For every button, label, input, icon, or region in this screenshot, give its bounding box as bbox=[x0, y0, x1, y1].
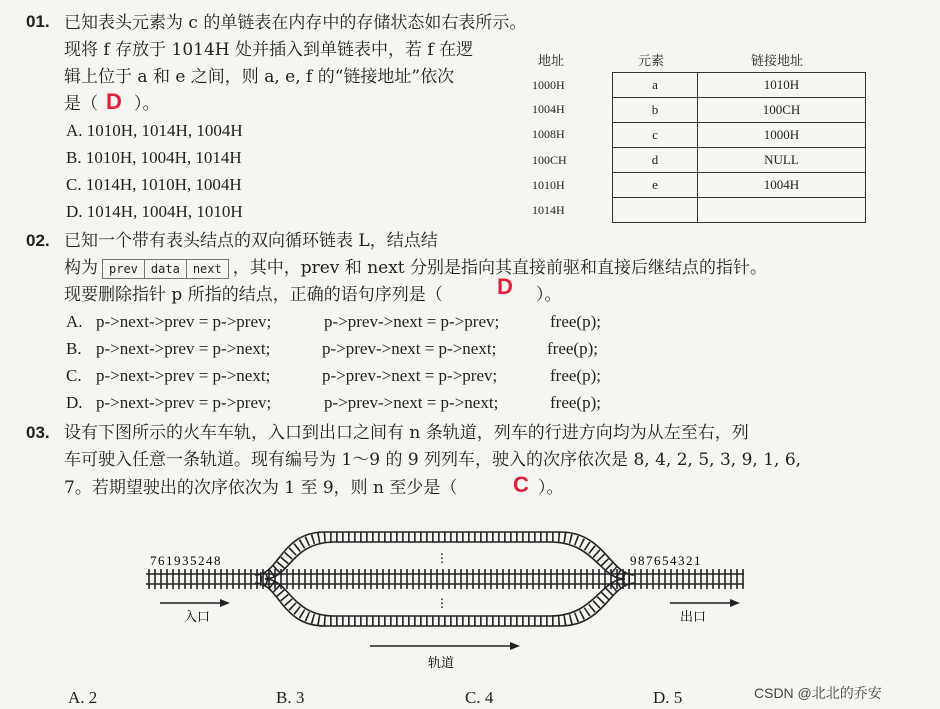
q2-option-b bbox=[66, 339, 598, 359]
q1-line-3: 辑上位于 a 和 e 之间，则 a, e, f 的“链接地址”依次 bbox=[64, 67, 455, 87]
track-label: 轨道 bbox=[428, 656, 455, 671]
table-header-element: 元素 bbox=[638, 53, 665, 68]
train-track-figure bbox=[140, 515, 750, 675]
dots-upper: ⋮ bbox=[436, 551, 448, 565]
q1-line-4: 是（ bbox=[64, 94, 98, 114]
option-stmt-3: free(p); bbox=[550, 393, 601, 412]
q2-number: 02. bbox=[26, 231, 50, 250]
table-link bbox=[698, 198, 866, 223]
exiting-sequence: 987654321 bbox=[630, 553, 702, 568]
table-element bbox=[613, 198, 698, 223]
q2-option-c bbox=[66, 366, 601, 386]
table-header-address: 地址 bbox=[538, 53, 565, 68]
table-link: 1004H bbox=[698, 173, 866, 198]
q3-line-3: 7。若期望驶出的次序依次为 1 至 9，则 n 至少是（ bbox=[64, 478, 458, 498]
table-header-link: 链接地址 bbox=[751, 53, 804, 68]
node-field-prev: prev bbox=[103, 260, 145, 278]
table-address-2: 1004H bbox=[532, 102, 565, 116]
dots-lower: ⋮ bbox=[436, 596, 448, 610]
option-stmt-1: p->next->prev = p->next; bbox=[96, 366, 271, 385]
option-stmt-1: p->next->prev = p->prev; bbox=[96, 393, 272, 412]
node-field-next: next bbox=[192, 261, 222, 276]
q2-option-d bbox=[66, 393, 601, 413]
track-arrowhead bbox=[510, 642, 520, 650]
table-link: 100CH bbox=[698, 98, 866, 123]
node-structure bbox=[102, 259, 229, 279]
table-address-6: 1014H bbox=[532, 203, 565, 217]
table-element: a bbox=[613, 73, 698, 98]
option-stmt-2: p->prev->next = p->prev; bbox=[322, 366, 498, 385]
q3-option-d: D. 5 bbox=[653, 688, 683, 707]
q2-line-2-post: ，其中，prev 和 next 分别是指向其直接前驱和直接后继结点的指针。 bbox=[232, 258, 768, 278]
table-element: e bbox=[613, 173, 698, 198]
q1-handwritten-answer: D bbox=[106, 89, 122, 114]
table-element: d bbox=[613, 148, 698, 173]
option-stmt-3: free(p); bbox=[547, 339, 598, 358]
node-field-data: data bbox=[145, 260, 187, 278]
q1-paren-close: ）。 bbox=[134, 94, 160, 114]
option-label: D. bbox=[66, 393, 83, 412]
option-label: B. bbox=[66, 339, 82, 358]
table-row bbox=[613, 73, 866, 98]
table-link: 1000H bbox=[698, 123, 866, 148]
q2-option-a bbox=[66, 312, 601, 332]
memory-table bbox=[612, 72, 866, 223]
q2-line-1: 已知一个带有表头结点的双向循环链表 L，结点结 bbox=[64, 231, 438, 251]
q1-line-1: 已知表头元素为 c 的单链表在内存中的存储状态如右表所示。 bbox=[64, 13, 527, 33]
q3-option-a: A. 2 bbox=[68, 688, 98, 707]
table-row bbox=[613, 173, 866, 198]
q2-handwritten-answer: D bbox=[497, 274, 513, 299]
q1-line-2: 现将 f 存放于 1014H 处并插入到单链表中，若 f 在逻 bbox=[64, 40, 474, 60]
table-address-4: 100CH bbox=[532, 153, 567, 167]
option-label: A. bbox=[66, 312, 83, 331]
option-stmt-1: p->next->prev = p->prev; bbox=[96, 312, 272, 331]
q1-option-a: A. 1010H, 1014H, 1004H bbox=[66, 121, 243, 140]
table-row bbox=[613, 98, 866, 123]
option-stmt-3: free(p); bbox=[550, 312, 601, 331]
q3-option-c: C. 4 bbox=[465, 688, 494, 707]
exit-arrowhead bbox=[730, 599, 740, 607]
option-stmt-2: p->prev->next = p->next; bbox=[324, 393, 499, 412]
table-row bbox=[613, 198, 866, 223]
q2-paren-close: ）。 bbox=[536, 285, 562, 305]
table-address-3: 1008H bbox=[532, 127, 565, 141]
table-element: c bbox=[613, 123, 698, 148]
q3-line-1: 设有下图所示的火车车轨，入口到出口之间有 n 条轨道，列车的行进方向均为从左至右，列 bbox=[64, 423, 749, 443]
q3-handwritten-answer: C bbox=[513, 472, 529, 497]
q3-number: 03. bbox=[26, 423, 50, 442]
table-link: 1010H bbox=[698, 73, 866, 98]
q1-option-b: B. 1010H, 1004H, 1014H bbox=[66, 148, 242, 167]
q2-line-3: 现要删除指针 p 所指的结点，正确的语句序列是（ bbox=[64, 285, 443, 305]
entrance-label: 入口 bbox=[184, 610, 211, 625]
entering-sequence: 761935248 bbox=[150, 553, 222, 568]
option-stmt-2: p->prev->next = p->next; bbox=[322, 339, 497, 358]
table-address-1: 1000H bbox=[532, 78, 565, 92]
q1-option-d: D. 1014H, 1004H, 1010H bbox=[66, 202, 243, 221]
exit-label: 出口 bbox=[680, 610, 707, 625]
csdn-watermark: CSDN @北北的乔安 bbox=[754, 685, 882, 701]
option-stmt-2: p->prev->next = p->prev; bbox=[324, 312, 500, 331]
table-row bbox=[613, 123, 866, 148]
table-row bbox=[613, 148, 866, 173]
table-address-5: 1010H bbox=[532, 178, 565, 192]
q3-line-2: 车可驶入任意一条轨道。现有编号为 1～9 的 9 列列车，驶入的次序依次是 8, 4, 2, 5, 3, 9, 1, 6, bbox=[64, 450, 802, 470]
q1-option-c: C. 1014H, 1010H, 1004H bbox=[66, 175, 242, 194]
q2-line-2-pre: 构为 bbox=[64, 258, 98, 278]
entrance-arrowhead bbox=[220, 599, 230, 607]
option-stmt-3: free(p); bbox=[550, 366, 601, 385]
option-label: C. bbox=[66, 366, 82, 385]
option-stmt-1: p->next->prev = p->next; bbox=[96, 339, 271, 358]
q3-paren-close: ）。 bbox=[538, 478, 564, 498]
q3-option-b: B. 3 bbox=[276, 688, 305, 707]
main-track bbox=[146, 569, 744, 589]
table-element: b bbox=[613, 98, 698, 123]
q2-line-2 bbox=[64, 256, 767, 280]
table-link: NULL bbox=[698, 148, 866, 173]
q1-number: 01. bbox=[26, 12, 50, 31]
